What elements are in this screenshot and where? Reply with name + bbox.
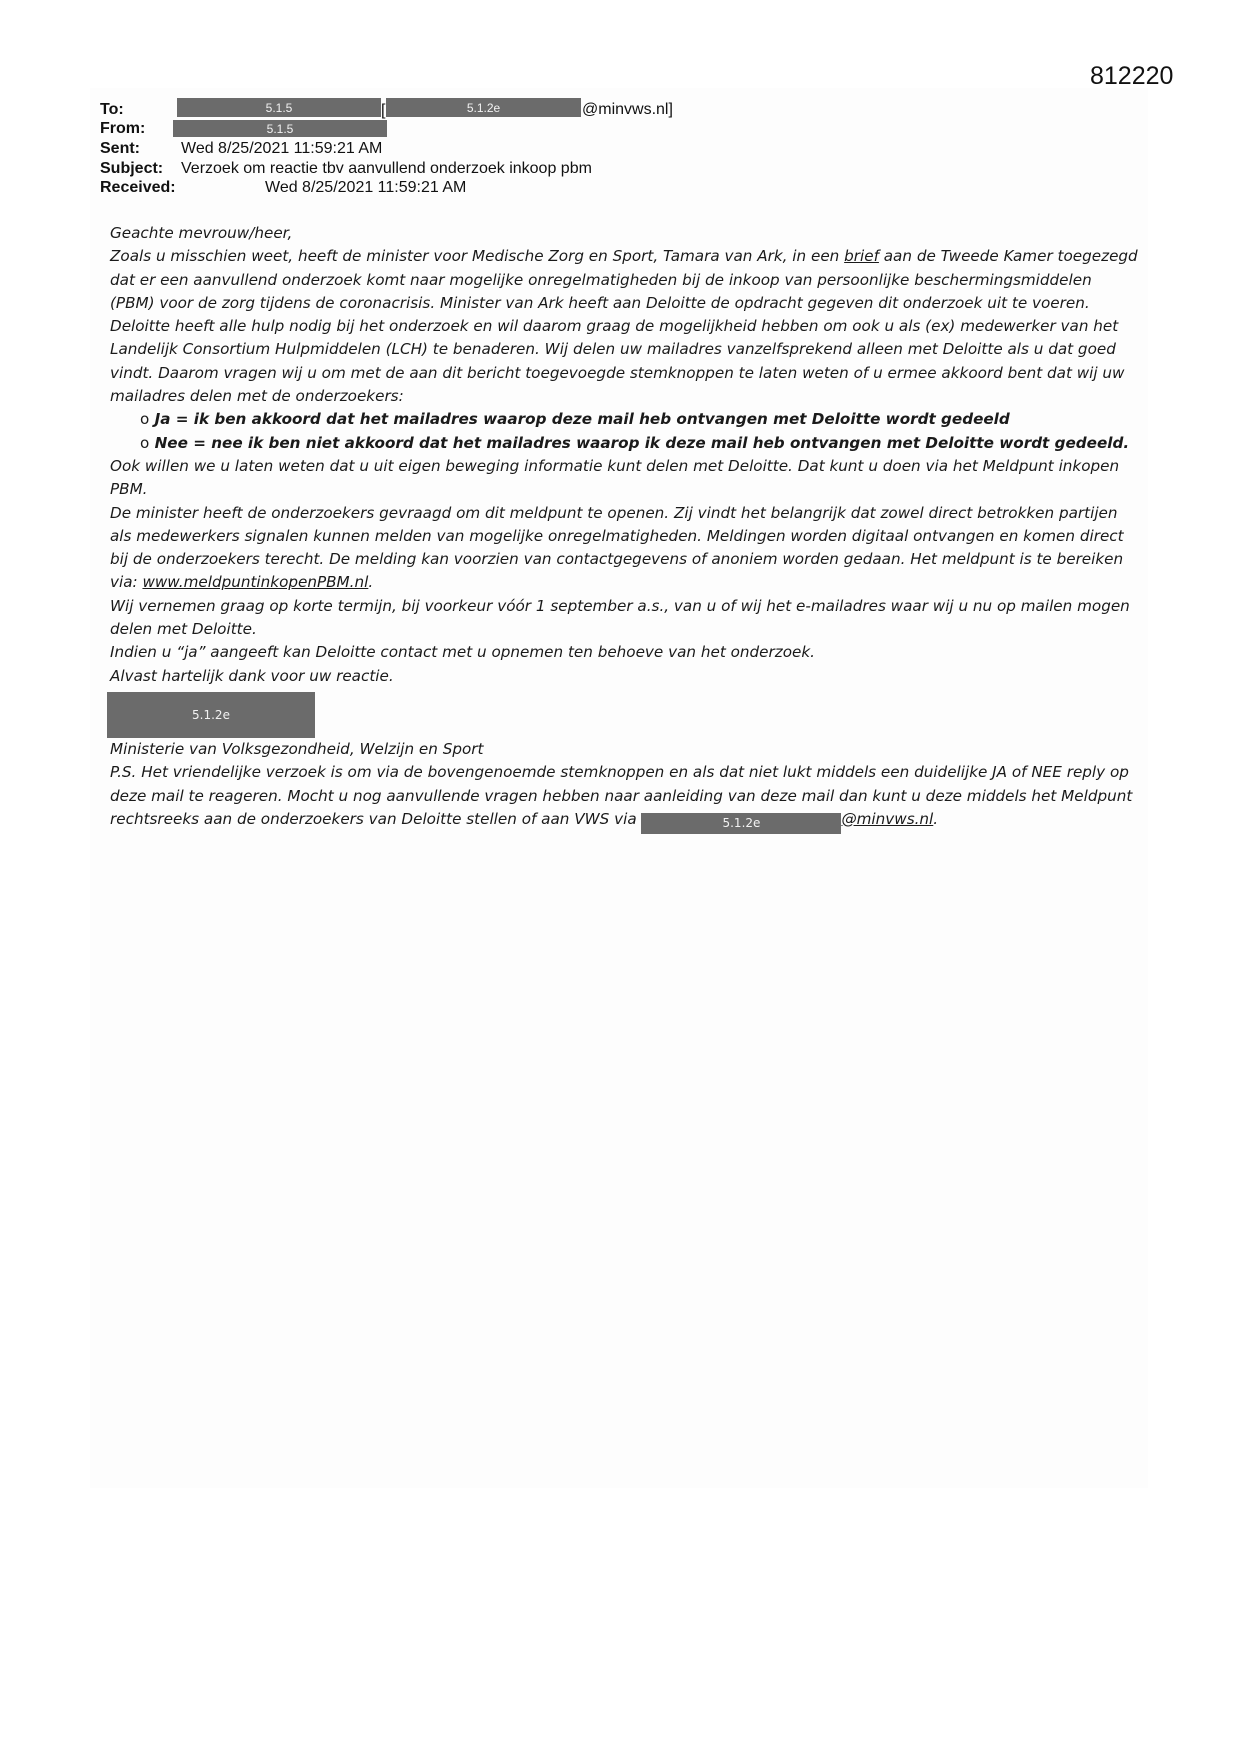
- paragraph-intro: [110, 245, 1140, 315]
- paragraph-minister-text: De minister heeft de onderzoekers gevraagd om dit meldpunt te openen. Zij vindt het belangrijk dat zowel direct betrokken partijen als medewerkers signalen kunnen melden van mogelijke onregelmatigheden. Meldingen worden digitaal ontvangen en komen direct bij de onderzoekers terecht. De melding kan voorzien van contactgegevens of anoniem worden gedaan. Het meldpunt is te bereiken via:: [110, 503, 1124, 592]
- paragraph-deloitte: Deloitte heeft alle hulp nodig bij het onderzoek en wil daarom graag de mogelijkheid hebben om ook u als (ex) medewerker van het Landelijk Consortium Hulpmiddelen (LCH) te benaderen. Wij delen uw mailadres vanzelfsprekend alleen met Deloitte als u dat goed vindt. Daarom vragen wij u om met de aan dit bericht toegevoegde stemknoppen te laten weten of u ermee akkoord bent dat wij uw mailadres delen met de onderzoekers:: [110, 317, 1125, 406]
- organisation-name: Ministerie van Volksgezondheid, Welzijn en Sport: [110, 739, 484, 758]
- to-redaction-2: 5.1.2e: [386, 98, 581, 117]
- option-ja-text: Ja = ik ben akkoord dat het mailadres waarop deze mail heb ontvangen met Deloitte wordt gedeeld: [154, 410, 1010, 429]
- subject-label: Subject:: [100, 160, 164, 177]
- subject-value: Verzoek om reactie tbv aanvullend onderzoek inkoop pbm: [181, 160, 592, 177]
- paragraph-minister-end: .: [368, 573, 374, 592]
- postscript-end: .: [933, 809, 939, 828]
- paragraph-minister: [110, 502, 1140, 595]
- paragraph-meldpunt: Ook willen we u laten weten dat u uit eigen beweging informatie kunt delen met Deloitte. Dat kunt u doen via het Meldpunt inkopen PBM.: [110, 456, 1120, 499]
- meldpunt-link[interactable]: www.meldpuntinkopenPBM.nl: [142, 573, 369, 592]
- from-redaction: 5.1.5: [173, 120, 387, 137]
- received-label: Received:: [100, 179, 176, 196]
- paragraph-intro-end: aan de Tweede Kamer toegezegd dat er een aanvullend onderzoek komt naar mogelijke onregelmatigheden bij de inkoop van persoonlijke beschermingsmiddelen (PBM) voor de zorg tijdens de coronacrisis. Minister van Ark heeft aan Deloitte de opdracht gegeven dit onderzoek uit te voeren.: [110, 247, 1138, 312]
- received-value: Wed 8/25/2021 11:59:21 AM: [265, 179, 467, 196]
- to-bracket: [: [381, 102, 386, 119]
- minvws-email-link[interactable]: @minvws.nl: [841, 809, 934, 828]
- sent-label: Sent:: [100, 140, 140, 157]
- postscript-redaction: 5.1.2e: [641, 813, 841, 834]
- paragraph-ja: Indien u “ja” aangeeft kan Deloitte contact met u opnemen ten behoeve van het onderzoek.: [110, 643, 815, 662]
- bullet-circle-icon: o: [140, 410, 150, 429]
- paragraph-intro-start: Zoals u misschien weet, heeft de minister voor Medische Zorg en Sport, Tamara van Ark, in een: [110, 247, 845, 266]
- to-redaction-1: 5.1.5: [177, 98, 381, 117]
- postscript-text: P.S. Het vriendelijke verzoek is om via de bovengenoemde stemknoppen en als dat niet lukt middels een duidelijke JA of NEE reply op deze mail te reageren. Mocht u nog aanvullende vragen hebben naar aanleiding van deze mail dan kunt u deze middels het Meldpunt rechtsreeks aan de onderzoekers van Deloitte stellen of aan VWS via: [110, 763, 1133, 828]
- to-suffix: @minvws.nl]: [582, 101, 673, 118]
- email-body: [110, 222, 1140, 834]
- brief-link[interactable]: brief: [844, 247, 879, 266]
- paragraph-thanks: Alvast hartelijk dank voor uw reactie.: [110, 666, 394, 685]
- greeting: Geachte mevrouw/heer,: [110, 224, 293, 242]
- option-nee: [110, 432, 1140, 455]
- from-label: From:: [100, 120, 146, 137]
- sent-value: Wed 8/25/2021 11:59:21 AM: [181, 140, 383, 157]
- option-ja: [110, 408, 1140, 431]
- postscript: [110, 761, 1140, 834]
- paragraph-deadline: Wij vernemen graag op korte termijn, bij voorkeur vóór 1 september a.s., van u of wij het e-mailadres waar wij u nu op mailen mogen delen met Deloitte.: [110, 596, 1130, 639]
- signature-redaction: 5.1.2e: [107, 692, 315, 738]
- option-nee-text: Nee = nee ik ben niet akkoord dat het mailadres waarop ik deze mail heb ontvangen met Deloitte wordt gedeeld.: [154, 433, 1130, 452]
- to-label: To:: [100, 101, 124, 118]
- document-number: 812220: [1090, 62, 1174, 90]
- bullet-circle-icon: o: [140, 433, 150, 452]
